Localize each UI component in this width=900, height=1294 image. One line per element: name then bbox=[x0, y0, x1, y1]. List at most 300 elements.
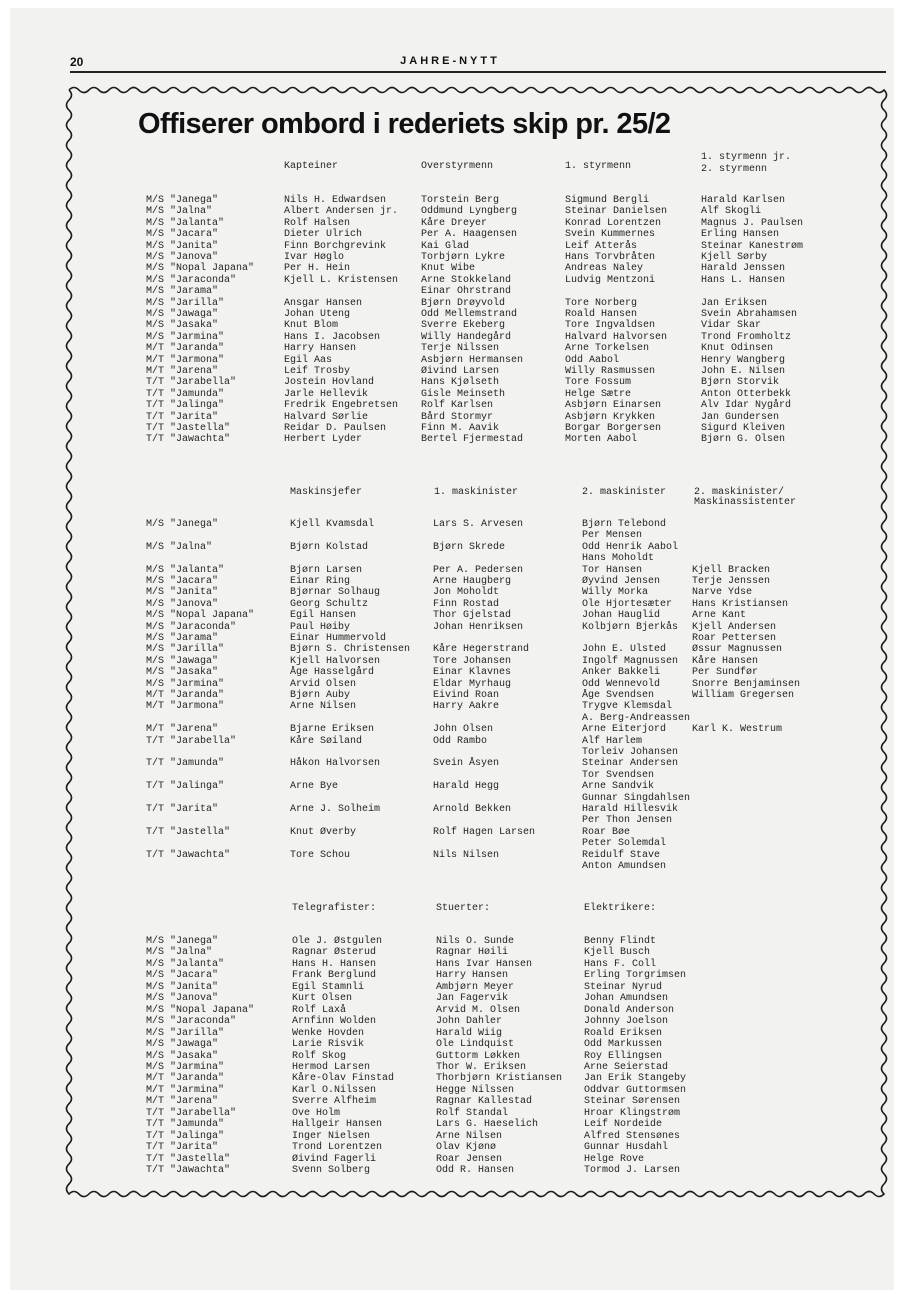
vessel-name: M/S "Jasaka" bbox=[146, 667, 219, 679]
second-officer-name: Bjørn G. Olsen bbox=[701, 434, 786, 446]
chief-engineer-name: Kjell Kvamsdal bbox=[290, 519, 375, 530]
first-officer-name: Asbjørn Krykken bbox=[565, 411, 656, 423]
electrician-name: Tormod J. Larsen bbox=[584, 1165, 681, 1176]
steward-name: Hegge Nilssen bbox=[436, 1084, 515, 1096]
first-officer-name: Odd Aabol bbox=[565, 354, 620, 366]
second-engineer-name: Øyvind Jensen bbox=[582, 576, 661, 587]
vessel-name: M/S "Janega" bbox=[146, 936, 219, 947]
vessel-name: T/T "Jalinga" bbox=[146, 1130, 225, 1142]
chief-officer-name: Øivind Larsen bbox=[421, 366, 500, 377]
first-officer-name: Morten Aabol bbox=[565, 434, 638, 446]
vessel-name: T/T "Jastella" bbox=[146, 423, 231, 434]
chief-engineer-name: Einar Hummervold bbox=[290, 633, 387, 644]
second-engineer-name: John E. Ulsted bbox=[582, 644, 667, 656]
steward-name: Lars G. Haeselich bbox=[436, 1119, 539, 1131]
chief-engineer-name: Håkon Halvorsen bbox=[290, 758, 381, 770]
first-engineer-name: Thor Gjelstad bbox=[433, 610, 512, 622]
electrician-name: Johnny Joelson bbox=[584, 1016, 669, 1028]
electrician-name: Arne Seierstad bbox=[584, 1061, 669, 1073]
radio-officer-name: Rolf Laxå bbox=[292, 1004, 347, 1016]
second-engineer-name: Steinar Andersen bbox=[582, 758, 679, 770]
chief-engineer-name: Einar Ring bbox=[290, 576, 351, 587]
column-header: 2. maskinister/ bbox=[694, 487, 785, 498]
captain-name: Rolf Halsen bbox=[284, 217, 351, 229]
vessel-name: M/S "Jaraconda" bbox=[146, 1016, 237, 1028]
column-header: 1. styrmenn jr. bbox=[701, 152, 792, 163]
chief-engineer-name: Bjørn Larsen bbox=[290, 564, 363, 576]
second-engineer-name: Trygve Klemsdal bbox=[582, 701, 673, 713]
first-officer-name: Konrad Lorentzen bbox=[565, 217, 662, 229]
first-officer-name: Ludvig Mentzoni bbox=[565, 274, 656, 286]
chief-engineer-name: Åge Hasselgård bbox=[290, 667, 375, 679]
vessel-name: M/S "Jawaga" bbox=[146, 1039, 219, 1051]
vessel-name: M/S "Jarama" bbox=[146, 286, 219, 298]
second-engineer-name: Roar Bøe bbox=[582, 826, 631, 838]
first-engineer-name: Harald Hegg bbox=[433, 781, 500, 793]
chief-officer-name: Gisle Meinseth bbox=[421, 388, 506, 400]
radio-officer-name: Ragnar Østerud bbox=[292, 947, 377, 959]
chief-engineer-name: Bjørn S. Christensen bbox=[290, 644, 411, 656]
captain-name: Albert Andersen jr. bbox=[284, 206, 399, 218]
second-engineer-name: Willy Morka bbox=[582, 587, 649, 599]
vessel-name: T/T "Jalinga" bbox=[146, 781, 225, 793]
second-officer-name: Alf Skogli bbox=[701, 206, 762, 218]
second-engineer-name: Odd Wennevold bbox=[582, 678, 661, 690]
second-officer-name: Svein Abrahamsen bbox=[701, 309, 798, 320]
first-engineer-name: Per A. Pedersen bbox=[433, 564, 524, 576]
chief-officer-name: Torstein Berg bbox=[421, 195, 500, 206]
steward-name: Ragnar Kallestad bbox=[436, 1096, 533, 1108]
vessel-name: T/T "Jarabella" bbox=[146, 735, 237, 747]
vessel-name: M/T "Jarena" bbox=[146, 1096, 219, 1108]
vessel-name: M/S "Jacara" bbox=[146, 970, 219, 982]
chief-engineer-name: Bjørn Kolstad bbox=[290, 541, 369, 553]
electrician-name: Roald Eriksen bbox=[584, 1027, 663, 1039]
radio-officer-name: Wenke Hovden bbox=[292, 1027, 365, 1039]
captain-name: Jostein Hovland bbox=[284, 377, 375, 389]
steward-name: Arvid M. Olsen bbox=[436, 1004, 521, 1016]
column-header: Telegrafister: bbox=[292, 903, 377, 914]
first-engineer-name: Jon Moholdt bbox=[433, 587, 500, 599]
vessel-name: M/S "Nopal Japana" bbox=[146, 263, 255, 275]
chief-officer-name: Bertel Fjermestad bbox=[421, 434, 524, 446]
vessel-name: M/S "Jawaga" bbox=[146, 655, 219, 667]
radio-officer-name: Sverre Alfheim bbox=[292, 1096, 377, 1108]
first-engineer-name: Bjørn Skrede bbox=[433, 541, 506, 553]
second-officer-name: Anton Otterbekk bbox=[701, 388, 792, 400]
chief-engineer-name: Kåre Søiland bbox=[290, 735, 363, 747]
first-officer-name: Sigmund Bergli bbox=[565, 195, 650, 206]
first-engineer-name: Svein Åsyen bbox=[433, 758, 500, 770]
second-engineer-name: Harald Hillesvik bbox=[582, 804, 679, 815]
first-officer-name: Leif Atterås bbox=[565, 240, 638, 252]
chief-officer-name: Einar Ohrstrand bbox=[421, 286, 512, 298]
second-officer-name: Steinar Kanestrøm bbox=[701, 240, 804, 252]
steward-name: Nils O. Sunde bbox=[436, 936, 515, 947]
vessel-name: M/T "Jarmona" bbox=[146, 701, 225, 713]
electrician-name: Jan Erik Stangeby bbox=[584, 1073, 687, 1085]
radio-officer-name: Ove Holm bbox=[292, 1107, 341, 1119]
chief-officer-name: Bård Stormyr bbox=[421, 411, 494, 423]
electrician-name: Helge Rove bbox=[584, 1153, 645, 1165]
first-officer-name: Borgar Borgersen bbox=[565, 423, 662, 434]
engine-assistant-name: Kjell Bracken bbox=[692, 564, 771, 576]
vessel-name: M/S "Jacara" bbox=[146, 229, 219, 241]
second-engineer-name: A. Berg-Andreassen bbox=[582, 712, 691, 724]
second-officer-name: Sigurd Kleiven bbox=[701, 423, 786, 434]
captain-name: Ansgar Hansen bbox=[284, 297, 363, 309]
second-engineer-name: Anker Bakkeli bbox=[582, 667, 661, 679]
second-engineer-name: Reidulf Stave bbox=[582, 849, 661, 861]
masthead: JAHRE-NYTT bbox=[400, 55, 500, 67]
engine-assistant-name: Roar Pettersen bbox=[692, 633, 777, 644]
vessel-name: T/T "Jarita" bbox=[146, 804, 219, 815]
steward-name: Jan Fagervik bbox=[436, 993, 509, 1005]
captain-name: Harry Hansen bbox=[284, 343, 357, 355]
radio-officer-name: Larie Risvik bbox=[292, 1039, 365, 1051]
steward-name: Ole Lindquist bbox=[436, 1039, 515, 1051]
second-officer-name: Henry Wangberg bbox=[701, 354, 786, 366]
vessel-name: M/S "Nopal Japana" bbox=[146, 610, 255, 622]
vessel-name: M/S "Jarmina" bbox=[146, 1061, 225, 1073]
vessel-name: M/S "Janita" bbox=[146, 587, 219, 599]
second-engineer-name: Arne Sandvik bbox=[582, 781, 655, 793]
first-engineer-name: Eivind Roan bbox=[433, 690, 500, 701]
engine-assistant-name: Snorre Benjaminsen bbox=[692, 678, 801, 690]
captain-name: Ivar Høglo bbox=[284, 252, 345, 263]
vessel-name: M/S "Jaraconda" bbox=[146, 621, 237, 633]
chief-officer-name: Torbjørn Lykre bbox=[421, 252, 506, 263]
second-officer-name: Bjørn Storvik bbox=[701, 377, 780, 389]
captain-name: Kjell L. Kristensen bbox=[284, 274, 399, 286]
vessel-name: M/T "Jarmona" bbox=[146, 354, 225, 366]
second-engineer-name: Odd Henrik Aabol bbox=[582, 541, 679, 553]
first-engineer-name: Rolf Hagen Larsen bbox=[433, 826, 536, 838]
second-officer-name: Jan Gundersen bbox=[701, 411, 780, 423]
electrician-name: Hans F. Coll bbox=[584, 958, 657, 970]
vessel-name: M/S "Jarilla" bbox=[146, 1027, 225, 1039]
captain-name: Herbert Lyder bbox=[284, 434, 363, 446]
steward-name: Harald Wiig bbox=[436, 1027, 503, 1039]
radio-officer-name: Arnfinn Wolden bbox=[292, 1016, 377, 1028]
captain-name: Hans I. Jacobsen bbox=[284, 331, 381, 343]
vessel-name: M/S "Jarilla" bbox=[146, 644, 225, 656]
first-officer-name: Tore Norberg bbox=[565, 297, 638, 309]
vessel-name: M/S "Jasaka" bbox=[146, 1050, 219, 1062]
first-officer-name: Andreas Naley bbox=[565, 263, 644, 275]
second-engineer-name: Hans Moholdt bbox=[582, 553, 655, 565]
vessel-name: M/S "Jawaga" bbox=[146, 309, 219, 320]
vessel-name: T/T "Jarita" bbox=[146, 1142, 219, 1154]
chief-engineer-name: Arne Bye bbox=[290, 781, 339, 793]
chief-engineer-name: Paul Høiby bbox=[290, 621, 351, 633]
engine-assistant-name: Kjell Andersen bbox=[692, 621, 777, 633]
steward-name: Thor W. Eriksen bbox=[436, 1061, 527, 1073]
column-header: Stuerter: bbox=[436, 903, 491, 914]
vessel-name: M/S "Nopal Japana" bbox=[146, 1004, 255, 1016]
second-engineer-name: Anton Amundsen bbox=[582, 861, 667, 872]
vessel-name: M/S "Janita" bbox=[146, 240, 219, 252]
electrician-name: Gunnar Husdahl bbox=[584, 1142, 669, 1154]
electrician-name: Steinar Nyrud bbox=[584, 981, 663, 993]
second-engineer-name: Tor Hansen bbox=[582, 564, 643, 576]
first-engineer-name: Nils Nilsen bbox=[433, 849, 500, 861]
first-engineer-name: Arnold Bekken bbox=[433, 804, 512, 815]
second-engineer-name: Johan Hauglid bbox=[582, 610, 661, 622]
vessel-name: T/T "Jamunda" bbox=[146, 1119, 225, 1131]
steward-name: Arne Nilsen bbox=[436, 1130, 503, 1142]
engine-assistant-name: Øssur Magnussen bbox=[692, 644, 783, 656]
steward-name: Hans Ivar Hansen bbox=[436, 958, 533, 970]
second-officer-name: Hans L. Hansen bbox=[701, 274, 786, 286]
steward-name: Rolf Standal bbox=[436, 1107, 509, 1119]
chief-engineer-name: Knut Øverby bbox=[290, 826, 357, 838]
vessel-name: M/S "Jasaka" bbox=[146, 320, 219, 332]
vessel-name: T/T "Jamunda" bbox=[146, 758, 225, 770]
steward-name: Ragnar Høili bbox=[436, 947, 509, 959]
first-engineer-name: Arne Haugberg bbox=[433, 576, 512, 587]
chief-officer-name: Knut Wibe bbox=[421, 263, 476, 275]
captain-name: Nils H. Edwardsen bbox=[284, 195, 387, 206]
first-officer-name: Asbjørn Einarsen bbox=[565, 400, 662, 412]
chief-officer-name: Bjørn Drøyvold bbox=[421, 297, 506, 309]
first-engineer-name: Finn Rostad bbox=[433, 598, 500, 610]
vessel-name: T/T "Jalinga" bbox=[146, 400, 225, 412]
second-officer-name: Kjell Sørby bbox=[701, 252, 768, 263]
chief-engineer-name: Kjell Halvorsen bbox=[290, 655, 381, 667]
electrician-name: Hroar Klingstrøm bbox=[584, 1107, 681, 1119]
radio-officer-name: Hallgeir Hansen bbox=[292, 1119, 383, 1131]
captain-name: Per H. Hein bbox=[284, 263, 351, 275]
electrician-name: Leif Nordeide bbox=[584, 1119, 663, 1131]
vessel-name: M/S "Jalna" bbox=[146, 541, 213, 553]
radio-officer-name: Øivind Fagerli bbox=[292, 1153, 377, 1165]
electrician-name: Benny Flindt bbox=[584, 936, 657, 947]
column-header: Elektrikere: bbox=[584, 903, 657, 914]
first-officer-name: Willy Rasmussen bbox=[565, 366, 656, 377]
second-officer-name: Harald Jenssen bbox=[701, 263, 786, 275]
radio-officer-name: Karl O.Nilssen bbox=[292, 1084, 377, 1096]
engine-assistant-name: William Gregersen bbox=[692, 690, 795, 701]
first-engineer-name: Kåre Hegerstrand bbox=[433, 644, 530, 656]
second-officer-name: John E. Nilsen bbox=[701, 366, 786, 377]
vessel-name: M/S "Janega" bbox=[146, 195, 219, 206]
vessel-name: M/S "Jacara" bbox=[146, 576, 219, 587]
first-engineer-name: Johan Henriksen bbox=[433, 621, 524, 633]
first-officer-name: Roald Hansen bbox=[565, 309, 638, 320]
engine-assistant-name: Per Sundfør bbox=[692, 667, 759, 679]
second-engineer-name: Per Thon Jensen bbox=[582, 815, 673, 827]
engine-assistant-name: Karl K. Westrum bbox=[692, 724, 783, 736]
column-header: 2. maskinister bbox=[582, 487, 667, 498]
captain-name: Knut Blom bbox=[284, 320, 339, 332]
first-engineer-name: Harry Aakre bbox=[433, 701, 500, 713]
vessel-name: M/S "Jarama" bbox=[146, 633, 219, 644]
vessel-name: T/T "Jastella" bbox=[146, 826, 231, 838]
first-engineer-name: Tore Johansen bbox=[433, 655, 512, 667]
second-officer-name: Knut Odinsen bbox=[701, 343, 774, 355]
radio-officer-name: Svenn Solberg bbox=[292, 1165, 371, 1176]
first-engineer-name: Eldar Myrhaug bbox=[433, 678, 512, 690]
engine-assistant-name: Hans Kristiansen bbox=[692, 598, 789, 610]
vessel-name: T/T "Jamunda" bbox=[146, 388, 225, 400]
chief-engineer-name: Arvid Olsen bbox=[290, 678, 357, 690]
second-officer-name: Harald Karlsen bbox=[701, 195, 786, 206]
vessel-name: M/T "Jaranda" bbox=[146, 343, 225, 355]
vessel-name: M/T "Jarena" bbox=[146, 724, 219, 736]
first-engineer-name: Lars S. Arvesen bbox=[433, 519, 524, 530]
radio-officer-name: Hans H. Hansen bbox=[292, 958, 377, 970]
vessel-name: M/S "Jalanta" bbox=[146, 564, 225, 576]
chief-engineer-name: Bjørnar Solhaug bbox=[290, 587, 381, 599]
steward-name: John Dahler bbox=[436, 1016, 503, 1028]
first-officer-name: Hans Torvbråten bbox=[565, 252, 656, 263]
second-officer-name: Magnus J. Paulsen bbox=[701, 217, 804, 229]
second-engineer-name: Peter Solemdal bbox=[582, 838, 667, 850]
steward-name: Roar Jensen bbox=[436, 1153, 503, 1165]
second-engineer-name: Ole Hjortesæter bbox=[582, 598, 673, 610]
chief-officer-name: Kai Glad bbox=[421, 240, 470, 252]
vessel-name: T/T "Jarabella" bbox=[146, 1107, 237, 1119]
vessel-name: M/S "Jalna" bbox=[146, 206, 213, 218]
captain-name: Finn Borchgrevink bbox=[284, 240, 387, 252]
engine-assistant-name: Terje Jenssen bbox=[692, 576, 771, 587]
second-engineer-name: Kolbjørn Bjerkås bbox=[582, 621, 679, 633]
engine-assistant-name: Arne Kant bbox=[692, 610, 747, 622]
electrician-name: Steinar Sørensen bbox=[584, 1096, 681, 1108]
vessel-name: M/S "Janova" bbox=[146, 252, 219, 263]
captain-name: Egil Aas bbox=[284, 354, 333, 366]
second-engineer-name: Per Mensen bbox=[582, 530, 643, 542]
radio-officer-name: Rolf Skog bbox=[292, 1050, 347, 1062]
radio-officer-name: Inger Nielsen bbox=[292, 1130, 371, 1142]
radio-officer-name: Trond Lorentzen bbox=[292, 1142, 383, 1154]
vessel-name: T/T "Jarita" bbox=[146, 411, 219, 423]
second-engineer-name: Bjørn Telebond bbox=[582, 519, 667, 530]
captain-name: Reidar D. Paulsen bbox=[284, 423, 387, 434]
vessel-name: T/T "Jawachta" bbox=[146, 434, 231, 446]
vessel-name: M/S "Jaraconda" bbox=[146, 274, 237, 286]
column-header: 1. maskinister bbox=[434, 487, 519, 498]
captain-name: Leif Trosby bbox=[284, 366, 351, 377]
chief-engineer-name: Bjarne Eriksen bbox=[290, 724, 375, 736]
vessel-name: M/S "Janova" bbox=[146, 993, 219, 1005]
radio-officer-name: Frank Berglund bbox=[292, 970, 377, 982]
chief-officer-name: Willy Handegård bbox=[421, 331, 512, 343]
electrician-name: Alfred Stensønes bbox=[584, 1130, 681, 1142]
chief-officer-name: Finn M. Aavik bbox=[421, 423, 500, 434]
vessel-name: M/S "Jarmina" bbox=[146, 678, 225, 690]
chief-engineer-name: Arne J. Solheim bbox=[290, 804, 381, 815]
captain-name: Dieter Ulrich bbox=[284, 229, 363, 241]
radio-officer-name: Egil Stamnli bbox=[292, 981, 365, 993]
steward-name: Ambjørn Meyer bbox=[436, 981, 515, 993]
first-officer-name: Steinar Danielsen bbox=[565, 206, 668, 218]
engine-assistant-name: Narve Ydse bbox=[692, 587, 753, 599]
captain-name: Jarle Hellevik bbox=[284, 388, 369, 400]
vessel-name: T/T "Jawachta" bbox=[146, 1165, 231, 1176]
page-title: Offiserer ombord i rederiets skip pr. 25/2 bbox=[138, 108, 671, 140]
first-officer-name: Svein Kummernes bbox=[565, 229, 656, 241]
radio-officer-name: Kurt Olsen bbox=[292, 993, 353, 1005]
radio-officer-name: Hermod Larsen bbox=[292, 1061, 371, 1073]
column-header: 1. styrmenn bbox=[565, 161, 632, 172]
captain-name: Halvard Sørlie bbox=[284, 411, 369, 423]
chief-officer-name: Oddmund Lyngberg bbox=[421, 206, 518, 218]
vessel-name: T/T "Jawachta" bbox=[146, 849, 231, 861]
radio-officer-name: Kåre-Olav Finstad bbox=[292, 1073, 395, 1085]
chief-engineer-name: Georg Schultz bbox=[290, 598, 369, 610]
second-engineer-name: Gunnar Singdahlsen bbox=[582, 792, 691, 804]
vessel-name: T/T "Jastella" bbox=[146, 1153, 231, 1165]
chief-officer-name: Terje Nilssen bbox=[421, 343, 500, 355]
radio-officer-name: Ole J. Østgulen bbox=[292, 936, 383, 947]
electrician-name: Roy Ellingsen bbox=[584, 1050, 663, 1062]
page-number: 20 bbox=[70, 55, 84, 69]
second-engineer-name: Alf Harlem bbox=[582, 735, 643, 747]
vessel-name: M/T "Jarena" bbox=[146, 366, 219, 377]
electrician-name: Oddvar Guttormsen bbox=[584, 1084, 687, 1096]
electrician-name: Donald Anderson bbox=[584, 1004, 675, 1016]
column-header: Maskinassistenter bbox=[694, 497, 797, 508]
vessel-name: M/T "Jaranda" bbox=[146, 1073, 225, 1085]
column-header: 2. styrmenn bbox=[701, 164, 768, 175]
chief-officer-name: Rolf Karlsen bbox=[421, 400, 494, 412]
captain-name: Fredrik Engebretsen bbox=[284, 400, 399, 412]
vessel-name: M/S "Jalna" bbox=[146, 947, 213, 959]
column-header: Kapteiner bbox=[284, 161, 339, 172]
steward-name: Guttorm Løkken bbox=[436, 1050, 521, 1062]
vessel-name: M/S "Janega" bbox=[146, 519, 219, 530]
vessel-name: M/S "Jalanta" bbox=[146, 958, 225, 970]
chief-officer-name: Hans Kjølseth bbox=[421, 377, 500, 389]
first-officer-name: Arne Torkelsen bbox=[565, 343, 650, 355]
second-engineer-name: Torleiv Johansen bbox=[582, 747, 679, 758]
first-officer-name: Halvard Halvorsen bbox=[565, 331, 668, 343]
vessel-name: M/S "Janita" bbox=[146, 981, 219, 993]
vessel-name: M/S "Jarilla" bbox=[146, 297, 225, 309]
vessel-name: M/T "Jaranda" bbox=[146, 690, 225, 701]
chief-engineer-name: Bjørn Auby bbox=[290, 690, 351, 701]
column-header: Maskinsjefer bbox=[290, 487, 363, 498]
vessel-name: M/S "Jarmina" bbox=[146, 331, 225, 343]
steward-name: Thorbjørn Kristiansen bbox=[436, 1073, 563, 1085]
steward-name: Odd R. Hansen bbox=[436, 1165, 515, 1176]
chief-officer-name: Sverre Ekeberg bbox=[421, 320, 506, 332]
second-officer-name: Trond Fromholtz bbox=[701, 331, 792, 343]
engine-assistant-name: Kåre Hansen bbox=[692, 655, 759, 667]
chief-officer-name: Odd Mellemstrand bbox=[421, 309, 518, 320]
chief-engineer-name: Tore Schou bbox=[290, 849, 351, 861]
electrician-name: Kjell Busch bbox=[584, 947, 651, 959]
second-engineer-name: Ingolf Magnussen bbox=[582, 655, 679, 667]
electrician-name: Odd Markussen bbox=[584, 1039, 663, 1051]
electrician-name: Erling Torgrimsen bbox=[584, 970, 687, 982]
chief-officer-name: Per A. Haagensen bbox=[421, 229, 518, 241]
second-officer-name: Jan Eriksen bbox=[701, 297, 768, 309]
first-officer-name: Tore Fossum bbox=[565, 377, 632, 389]
chief-engineer-name: Egil Hansen bbox=[290, 610, 357, 622]
chief-officer-name: Arne Stokkeland bbox=[421, 274, 512, 286]
second-engineer-name: Tor Svendsen bbox=[582, 769, 655, 781]
column-header: Overstyrmenn bbox=[421, 161, 494, 172]
vessel-name: M/S "Jalanta" bbox=[146, 217, 225, 229]
chief-officer-name: Asbjørn Hermansen bbox=[421, 354, 524, 366]
first-officer-name: Helge Sætre bbox=[565, 388, 632, 400]
second-engineer-name: Arne Eiterjord bbox=[582, 724, 667, 736]
chief-officer-name: Kåre Dreyer bbox=[421, 217, 488, 229]
vessel-name: T/T "Jarabella" bbox=[146, 377, 237, 389]
